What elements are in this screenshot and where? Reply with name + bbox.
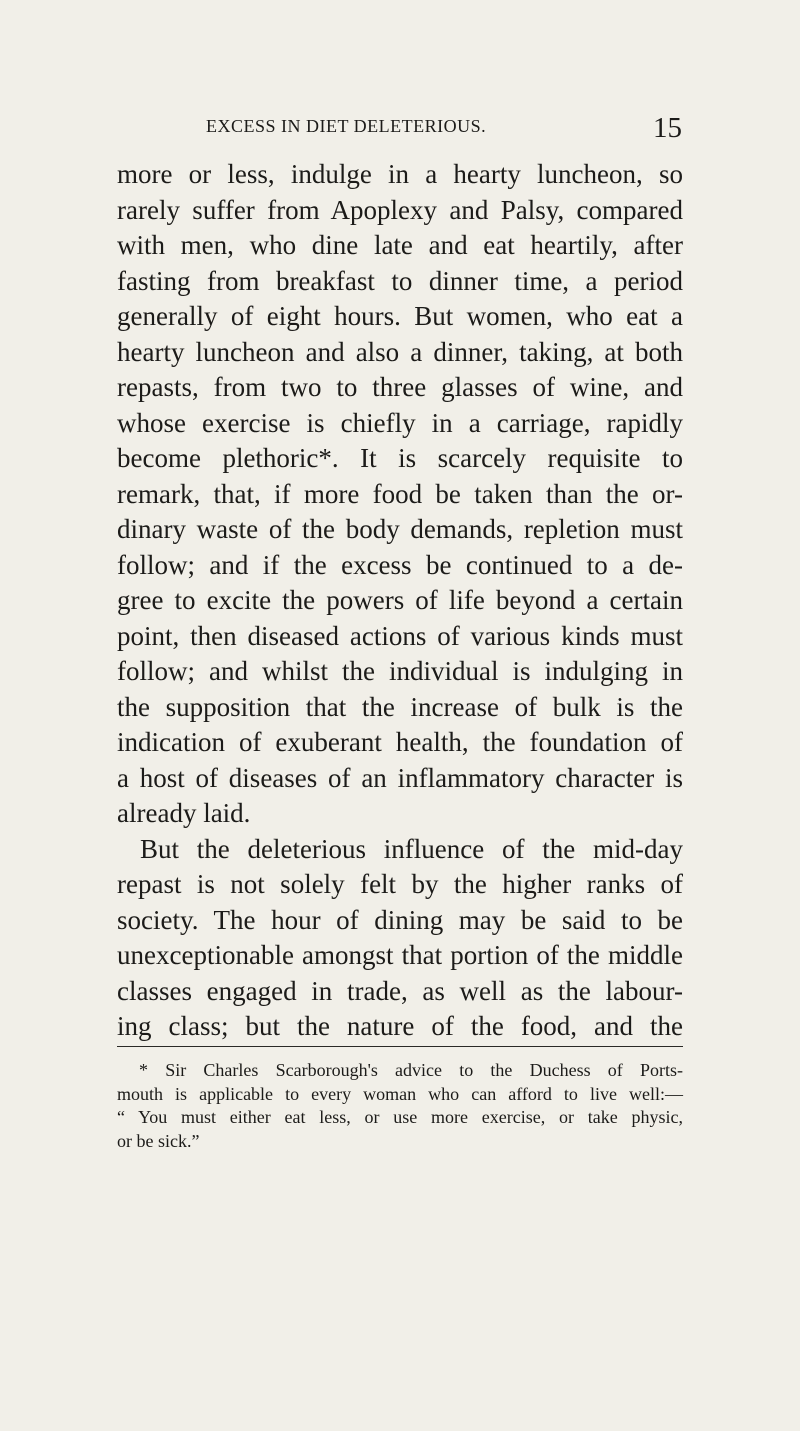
text-line: rarely suffer from Apoplexy and Palsy, compared xyxy=(117,194,683,225)
text-line: generally of eight hours. But women, who eat a xyxy=(117,301,683,331)
text-line: society. The hour of dining may be said to be xyxy=(117,904,683,935)
text-line: repast is not solely felt by the higher ranks of xyxy=(117,869,683,899)
text-line: dinary waste of the body demands, repletion must xyxy=(117,514,683,544)
text-line: ing class; but the nature of the food, and the xyxy=(117,1011,683,1041)
footnote-line: or be sick.” xyxy=(117,1130,200,1151)
text-line: with men, who dine late and eat heartily, after xyxy=(117,230,683,260)
text-line: remark, that, if more food be taken than the or- xyxy=(117,478,683,509)
text-line: more or less, indulge in a hearty luncheon, so xyxy=(117,159,683,189)
footnote-rule xyxy=(117,1046,683,1047)
text-line: fasting from breakfast to dinner time, a period xyxy=(117,265,683,296)
page-number: 15 xyxy=(653,112,682,144)
text-line: the supposition that the increase of bulk is the xyxy=(117,691,683,722)
footnote-line: “ You must either eat less, or use more exercise, or take physic, xyxy=(117,1107,683,1127)
footnote xyxy=(117,1059,683,1153)
footnote-line: mouth is applicable to every woman who can afford to live well:— xyxy=(117,1083,683,1104)
body-text xyxy=(117,157,683,1045)
text-line: unexceptionable amongst that portion of the middle xyxy=(117,940,683,970)
text-line: whose exercise is chiefly in a carriage, rapidly xyxy=(117,407,683,438)
text-line: repasts, from two to three glasses of wine, and xyxy=(117,372,683,402)
running-title: EXCESS IN DIET DELETERIOUS. xyxy=(206,116,487,136)
paragraph-end-line: already laid. xyxy=(117,798,251,828)
text-line: gree to excite the powers of life beyond a certain xyxy=(117,585,683,615)
text-line: hearty luncheon and also a dinner, taking, at both xyxy=(117,336,683,367)
text-line: become plethoric*. It is scarcely requisite to xyxy=(117,443,683,473)
running-head xyxy=(206,112,682,142)
text-line: follow; and if the excess be continued to a de- xyxy=(117,549,683,580)
text-line: follow; and whilst the individual is indulging in xyxy=(117,656,683,686)
paragraph-start-line: But the deleterious influence of the mid-day xyxy=(140,833,683,864)
text-line: a host of diseases of an inflammatory character is xyxy=(117,762,683,793)
footnote-line: * Sir Charles Scarborough's advice to the Duchess of Ports- xyxy=(139,1060,683,1080)
text-line: point, then diseased actions of various kinds must xyxy=(117,620,683,651)
text-line: indication of exuberant health, the foundation of xyxy=(117,727,683,757)
text-line: classes engaged in trade, as well as the labour- xyxy=(117,975,683,1006)
